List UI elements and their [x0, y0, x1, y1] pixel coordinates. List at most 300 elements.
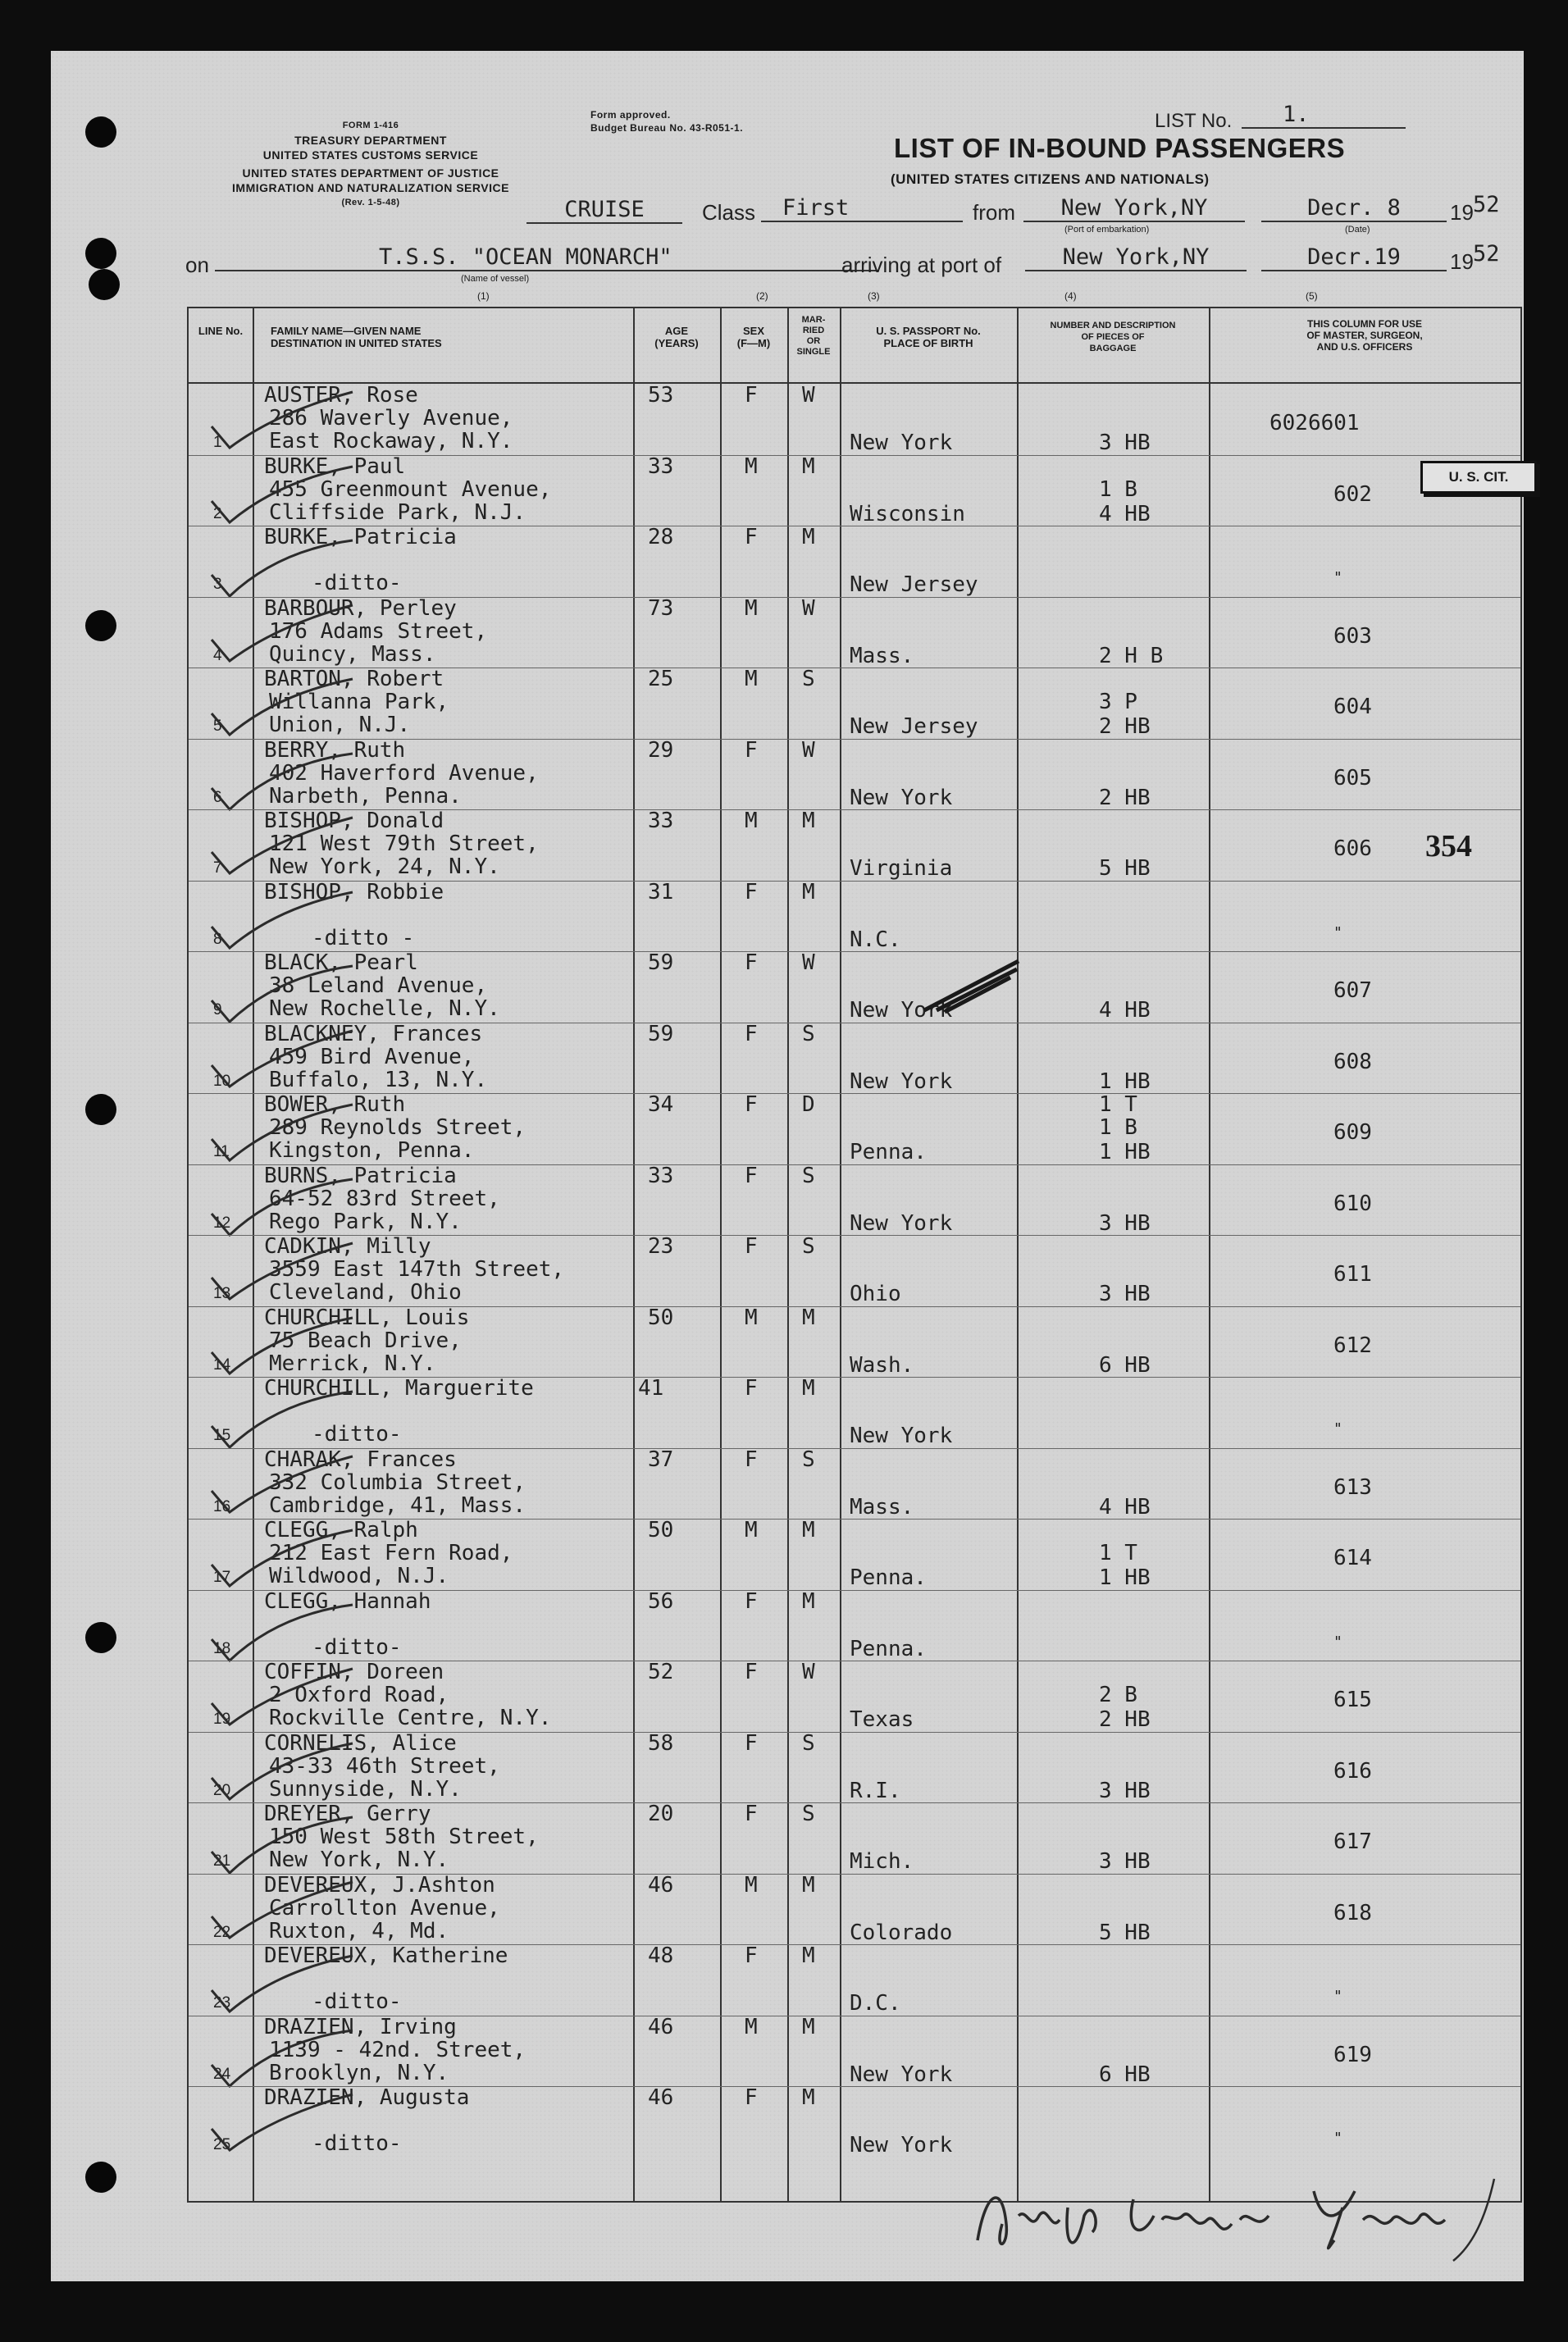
- line-number: 20: [213, 1781, 231, 1799]
- place-of-birth: New York: [850, 785, 953, 810]
- line-number: 3: [213, 576, 222, 593]
- revision-date: (Rev. 1-5-48): [341, 198, 400, 207]
- departure-date: Decr. 8: [1261, 195, 1447, 222]
- officer-number: ": [1333, 569, 1342, 586]
- address-line-2: Rockville Centre, N.Y.: [269, 1706, 552, 1730]
- marital-status: M: [802, 2014, 815, 2039]
- us-citizen-stamp: U. S. CIT.: [1420, 461, 1537, 494]
- passenger-name: BERRY, Ruth: [264, 737, 406, 763]
- place-of-birth: Penna.: [850, 1565, 927, 1590]
- line-number: 22: [213, 1923, 231, 1941]
- place-of-birth: Penna.: [850, 1636, 927, 1661]
- table-row: [189, 668, 1520, 739]
- address-line-2: Buffalo, 13, N.Y.: [269, 1067, 488, 1092]
- line-number: 23: [213, 1994, 231, 2012]
- arrival-port: New York,NY: [1025, 244, 1247, 271]
- officer-number: 603: [1333, 623, 1372, 649]
- officer-number: 615: [1333, 1688, 1372, 1712]
- line-number: 4: [213, 646, 222, 664]
- officer-number: 610: [1333, 1191, 1372, 1216]
- ins-service: IMMIGRATION AND NATURALIZATION SERVICE: [232, 181, 509, 194]
- passenger-name: BLACK, Pearl: [264, 950, 418, 975]
- officer-number: 613: [1333, 1474, 1372, 1500]
- officer-number: ": [1333, 1420, 1342, 1438]
- table-row: [189, 809, 1520, 881]
- baggage-line-2: 2 HB: [1099, 785, 1151, 810]
- table-row: [189, 1661, 1520, 1732]
- address-line-1: 150 West 58th Street,: [269, 1825, 539, 1849]
- form-approved: Form approved.: [590, 109, 671, 121]
- age-value: 34: [648, 1092, 674, 1117]
- baggage-line-2: 4 HB: [1099, 998, 1151, 1023]
- age-value: 58: [648, 1730, 674, 1756]
- vessel-note: (Name of vessel): [461, 274, 530, 284]
- line-number: 18: [213, 1639, 231, 1657]
- binder-hole: [85, 1094, 116, 1125]
- address-line-1: 176 Adams Street,: [269, 618, 488, 644]
- place-of-birth: Colorado: [850, 1920, 953, 1945]
- address-line-2: -ditto-: [312, 1989, 402, 2014]
- line-number: 10: [213, 1072, 231, 1090]
- age-value: 50: [648, 1305, 674, 1330]
- address-line-2: -ditto-: [312, 1634, 402, 1660]
- passenger-name: COFFIN, Doreen: [264, 1660, 444, 1684]
- age-value: 52: [648, 1660, 674, 1684]
- age-value: 31: [648, 879, 674, 904]
- place-of-birth: Wash.: [850, 1352, 914, 1378]
- arrival-date: Decr.19: [1261, 244, 1447, 271]
- line-number: 21: [213, 1852, 231, 1870]
- sex-value: F: [745, 950, 758, 975]
- passenger-name: DRAZIEN, Augusta: [264, 2085, 470, 2110]
- address-line-2: Union, N.J.: [269, 713, 411, 737]
- table-row: [189, 1519, 1520, 1590]
- table-row: [189, 881, 1520, 952]
- marital-status: M: [802, 2085, 815, 2110]
- sex-value: F: [745, 383, 758, 408]
- from-label: from: [973, 200, 1015, 225]
- year-prefix: 19: [1450, 200, 1474, 225]
- sex-value: M: [745, 809, 758, 833]
- address-line-2: Quincy, Mass.: [269, 641, 436, 667]
- manifest-sheet: [51, 51, 1524, 2281]
- place-of-birth: R.I.: [850, 1778, 901, 1803]
- passenger-name: CADKIN, Milly: [264, 1234, 431, 1259]
- address-line-2: Cleveland, Ohio: [269, 1280, 462, 1305]
- baggage-line-2: 5 HB: [1099, 856, 1151, 881]
- line-number: 19: [213, 1711, 231, 1728]
- table-row: [189, 2016, 1520, 2087]
- address-line-1: Carrollton Avenue,: [269, 1895, 500, 1921]
- age-value: 59: [648, 950, 674, 975]
- officer-number: 604: [1333, 695, 1372, 719]
- address-line-1: 289 Reynolds Street,: [269, 1115, 526, 1140]
- line-number: 16: [213, 1497, 231, 1515]
- address-line-1: 212 East Fern Road,: [269, 1541, 513, 1565]
- officer-number: 618: [1333, 1900, 1372, 1925]
- sex-value: M: [745, 1305, 758, 1330]
- officer-number: 605: [1333, 765, 1372, 791]
- line-number: 17: [213, 1569, 231, 1586]
- age-value: 46: [648, 1872, 674, 1898]
- place-of-birth: Mass.: [850, 643, 914, 668]
- passenger-name: BURNS, Patricia: [264, 1163, 457, 1188]
- sex-value: M: [745, 667, 758, 691]
- binder-hole: [85, 2162, 116, 2193]
- officer-number: 611: [1333, 1262, 1372, 1287]
- marital-status: W: [802, 950, 815, 975]
- passenger-name: CHARAK, Frances: [264, 1447, 457, 1472]
- address-line-1: 43-33 46th Street,: [269, 1753, 500, 1779]
- column-header-married: MAR- RIED OR SINGLE: [796, 315, 831, 357]
- address-line-2: Brooklyn, N.Y.: [269, 2060, 449, 2085]
- budget-bureau-no: Budget Bureau No. 43-R051-1.: [590, 122, 744, 134]
- baggage-line-2: 3 HB: [1099, 1282, 1151, 1306]
- line-number: 1: [213, 434, 222, 451]
- marital-status: W: [802, 1660, 815, 1684]
- address-line-1: 38 Leland Avenue,: [269, 973, 488, 998]
- address-line-2: Narbeth, Penna.: [269, 783, 462, 809]
- passenger-name: BOWER, Ruth: [264, 1092, 406, 1117]
- passenger-name: CLEGG, Ralph: [264, 1518, 418, 1542]
- marital-status: M: [802, 525, 815, 549]
- baggage-line-2: 2 HB: [1099, 1707, 1151, 1732]
- arrival-year: 52: [1473, 241, 1500, 267]
- passenger-table: [187, 307, 1522, 2203]
- place-of-birth: Penna.: [850, 1140, 927, 1164]
- address-line-2: -ditto-: [312, 571, 402, 595]
- passenger-name: DEVEREUX, J.Ashton: [264, 1872, 495, 1898]
- table-row: [189, 739, 1520, 810]
- marital-status: M: [802, 809, 815, 833]
- baggage-line-1: 1 T: [1099, 1541, 1137, 1565]
- age-value: 56: [648, 1588, 674, 1614]
- page-subtitle: (UNITED STATES CITIZENS AND NATIONALS): [891, 171, 1210, 187]
- sex-value: F: [745, 879, 758, 904]
- baggage-line-2: 4 HB: [1099, 501, 1151, 526]
- line-number: 11: [213, 1143, 230, 1160]
- sex-value: F: [745, 737, 758, 763]
- place-of-birth: Mass.: [850, 1494, 914, 1520]
- sex-value: M: [745, 2014, 758, 2039]
- age-value: 53: [648, 383, 674, 408]
- column-header-line-no: LINE No.: [198, 325, 244, 337]
- column-number-1: (1): [477, 290, 490, 302]
- column-number-4: (4): [1064, 290, 1077, 302]
- passenger-name: CHURCHILL, Marguerite: [264, 1376, 534, 1401]
- marital-status: M: [802, 1588, 815, 1614]
- baggage-line-2: 5 HB: [1099, 1920, 1151, 1945]
- marital-status: S: [802, 1802, 815, 1826]
- table-row: [189, 526, 1520, 597]
- age-value: 48: [648, 1943, 674, 1968]
- customs-service: UNITED STATES CUSTOMS SERVICE: [262, 148, 479, 162]
- table-row: [189, 1023, 1520, 1094]
- marital-status: M: [802, 1872, 815, 1898]
- binder-hole: [89, 269, 120, 300]
- sex-value: F: [745, 1447, 758, 1472]
- sex-value: F: [745, 1376, 758, 1401]
- baggage-line-2: 6 HB: [1099, 1352, 1151, 1378]
- address-line-2: Wildwood, N.J.: [269, 1564, 449, 1588]
- sex-value: F: [745, 1943, 758, 1968]
- sex-value: M: [745, 453, 758, 479]
- place-of-birth: New York: [850, 1210, 953, 1236]
- marital-status: M: [802, 1376, 815, 1401]
- address-line-1: 121 West 79th Street,: [269, 832, 539, 856]
- baggage-line-2: 3 HB: [1099, 1210, 1151, 1236]
- table-row: [189, 1590, 1520, 1661]
- line-number: 15: [213, 1427, 231, 1444]
- officer-number: 608: [1333, 1049, 1372, 1074]
- passenger-name: BLACKNEY, Frances: [264, 1021, 483, 1046]
- page-title: LIST OF IN-BOUND PASSENGERS: [894, 133, 1346, 163]
- address-line-1: 286 Waverly Avenue,: [269, 406, 513, 431]
- address-line-2: Cambridge, 41, Mass.: [269, 1492, 526, 1518]
- baggage-line-2: 2 HB: [1099, 714, 1151, 739]
- marital-status: S: [802, 1163, 815, 1188]
- baggage-line-1: 1 T 1 B: [1099, 1092, 1137, 1140]
- line-number: 2: [213, 504, 222, 522]
- baggage-line-1: 1 B: [1099, 476, 1137, 502]
- address-line-2: Rego Park, N.Y.: [269, 1209, 462, 1234]
- line-number: 6: [213, 788, 222, 806]
- table-row: [189, 1377, 1520, 1448]
- marital-status: M: [802, 1305, 815, 1330]
- place-of-birth: New Jersey: [850, 572, 978, 597]
- column-number-2: (2): [756, 290, 768, 302]
- officer-number: 606: [1333, 836, 1372, 861]
- address-line-1: 64-52 83rd Street,: [269, 1186, 500, 1211]
- line-number: 9: [213, 1001, 222, 1018]
- address-line-2: -ditto-: [312, 1422, 402, 1447]
- officer-number: 6026601: [1269, 411, 1360, 435]
- marital-status: S: [802, 1447, 815, 1472]
- binder-hole: [85, 1622, 116, 1653]
- place-of-birth: Wisconsin: [850, 501, 965, 526]
- baggage-line-2: 1 HB: [1099, 1565, 1151, 1590]
- departure-year: 52: [1473, 192, 1500, 217]
- officer-number: ": [1333, 1988, 1342, 2005]
- column-header-baggage: NUMBER AND DESCRIPTION OF PIECES OF BAGGAGE: [1050, 321, 1176, 353]
- address-line-1: 1139 - 42nd. Street,: [269, 2037, 526, 2062]
- budget-approval: [590, 108, 743, 134]
- list-no-label: LIST No.: [1155, 110, 1233, 132]
- place-of-birth: New York: [850, 1068, 953, 1094]
- port-embark-note: (Port of embarkation): [1064, 225, 1150, 235]
- column-number-5: (5): [1306, 290, 1318, 302]
- age-value: 73: [648, 595, 674, 621]
- sex-value: M: [745, 1518, 758, 1542]
- address-line-2: Cliffside Park, N.J.: [269, 499, 526, 525]
- officer-number: 612: [1333, 1333, 1372, 1358]
- marital-status: D: [802, 1092, 815, 1117]
- year-prefix: 19: [1450, 249, 1474, 274]
- column-header-age: AGE (YEARS): [654, 325, 699, 349]
- address-line-2: East Rockaway, N.Y.: [269, 429, 513, 453]
- age-value: 28: [648, 525, 674, 549]
- date-note: (Date): [1345, 225, 1370, 235]
- passenger-name: CLEGG, Hannah: [264, 1588, 431, 1614]
- officer-number: ": [1333, 1633, 1342, 1651]
- table-row: [189, 1306, 1520, 1378]
- place-of-birth: New York: [850, 1424, 953, 1448]
- address-line-1: 332 Columbia Street,: [269, 1469, 526, 1495]
- address-line-2: Ruxton, 4, Md.: [269, 1918, 449, 1943]
- binder-hole: [85, 610, 116, 641]
- baggage-line-2: 3 HB: [1099, 1778, 1151, 1803]
- age-value: 33: [648, 1163, 674, 1188]
- line-number: 14: [213, 1356, 231, 1374]
- place-of-birth: Virginia: [850, 856, 953, 881]
- binder-hole: [85, 116, 116, 148]
- table-row: [189, 1235, 1520, 1306]
- address-line-1: 3559 East 147th Street,: [269, 1257, 565, 1282]
- marital-status: M: [802, 453, 815, 479]
- arriving-label: arriving at port of: [841, 253, 1002, 277]
- officer-number: ": [1333, 2130, 1342, 2147]
- age-value: 46: [648, 2014, 674, 2039]
- passenger-name: CORNELIS, Alice: [264, 1730, 457, 1756]
- sex-value: F: [745, 1021, 758, 1046]
- passenger-name: BISHOP, Donald: [264, 809, 444, 833]
- baggage-line-2: 3 HB: [1099, 431, 1151, 455]
- age-value: 25: [648, 667, 674, 691]
- place-of-birth: Mich.: [850, 1849, 914, 1874]
- marital-status: M: [802, 1943, 815, 1968]
- baggage-line-1: 2 B: [1099, 1683, 1137, 1707]
- officer-number: 617: [1333, 1829, 1372, 1854]
- place-of-birth: New York: [850, 2133, 953, 2157]
- port-of-embarkation: New York,NY: [1023, 195, 1245, 222]
- address-line-1: 2 Oxford Road,: [269, 1683, 449, 1707]
- inspector-signature: [969, 2175, 1511, 2265]
- column-number-3: (3): [868, 290, 880, 302]
- table-row: [189, 455, 1520, 526]
- column-header-name: FAMILY NAME—GIVEN NAME DESTINATION IN UNITED STATES: [271, 325, 442, 349]
- on-label: on: [185, 253, 209, 277]
- place-of-birth: New Jersey: [850, 714, 978, 739]
- baggage-line-2: 4 HB: [1099, 1494, 1151, 1520]
- form-agency-block: [182, 118, 559, 210]
- address-line-2: -ditto-: [312, 2131, 402, 2156]
- sex-value: F: [745, 1802, 758, 1826]
- table-row: [189, 1802, 1520, 1874]
- class-value: First: [761, 195, 963, 222]
- sex-value: M: [745, 1872, 758, 1898]
- officer-number: ": [1333, 923, 1342, 941]
- place-of-birth: New York: [850, 998, 953, 1023]
- marital-status: W: [802, 383, 815, 408]
- line-number: 24: [213, 2065, 231, 2083]
- passenger-name: DREYER, Gerry: [264, 1802, 431, 1826]
- table-row: [189, 1448, 1520, 1520]
- table-row: [189, 1874, 1520, 1945]
- passenger-name: BISHOP, Robbie: [264, 879, 444, 904]
- sex-value: F: [745, 1234, 758, 1259]
- place-of-birth: Ohio: [850, 1282, 901, 1306]
- cruise-field: CRUISE: [526, 197, 682, 224]
- place-of-birth: New York: [850, 431, 953, 455]
- treasury-department: TREASURY DEPARTMENT: [294, 134, 447, 147]
- baggage-line-2: 3 HB: [1099, 1849, 1151, 1874]
- address-line-2: -ditto -: [312, 925, 415, 950]
- age-value: 33: [648, 809, 674, 833]
- table-row: [189, 597, 1520, 668]
- place-of-birth: Texas: [850, 1707, 914, 1732]
- passenger-name: BURKE, Paul: [264, 453, 406, 479]
- baggage-line-2: 6 HB: [1099, 2062, 1151, 2087]
- sex-value: F: [745, 525, 758, 549]
- column-header-officers: THIS COLUMN FOR USE OF MASTER, SURGEON, AND U.S. OFFICERS: [1306, 318, 1423, 353]
- officer-number: 619: [1333, 2042, 1372, 2067]
- sex-value: F: [745, 1588, 758, 1614]
- sex-value: F: [745, 1660, 758, 1684]
- table-row: [189, 1732, 1520, 1803]
- vessel-name: T.S.S. "OCEAN MONARCH": [215, 244, 879, 271]
- page-number: 354: [1425, 829, 1472, 863]
- table-row: [189, 1093, 1520, 1164]
- marital-status: W: [802, 595, 815, 621]
- age-value: 23: [648, 1234, 674, 1259]
- table-row: [189, 1164, 1520, 1236]
- passenger-name: AUSTER, Rose: [264, 383, 418, 408]
- address-line-1: 75 Beach Drive,: [269, 1328, 462, 1353]
- sex-value: M: [745, 595, 758, 621]
- age-value: 37: [648, 1447, 674, 1472]
- baggage-line-1: 3 P: [1099, 690, 1137, 714]
- line-number: 12: [213, 1214, 231, 1232]
- sex-value: F: [745, 1730, 758, 1756]
- sex-value: F: [745, 2085, 758, 2110]
- passenger-name: DEVEREUX, Katherine: [264, 1943, 508, 1968]
- sex-value: F: [745, 1092, 758, 1117]
- age-value: 29: [648, 737, 674, 763]
- officer-number: 609: [1333, 1120, 1372, 1145]
- line-number: 13: [213, 1285, 231, 1302]
- justice-department: UNITED STATES DEPARTMENT OF JUSTICE: [242, 166, 499, 180]
- marital-status: M: [802, 1518, 815, 1542]
- binder-hole: [85, 238, 116, 269]
- place-of-birth: N.C.: [850, 927, 901, 952]
- age-value: 20: [648, 1802, 674, 1826]
- address-line-1: 455 Greenmount Avenue,: [269, 476, 552, 502]
- place-of-birth: D.C.: [850, 1991, 901, 2016]
- place-of-birth: New York: [850, 2062, 953, 2087]
- age-value: 41: [638, 1376, 664, 1401]
- passenger-name: BARBOUR, Perley: [264, 595, 457, 621]
- address-line-2: Kingston, Penna.: [269, 1138, 475, 1163]
- marital-status: S: [802, 1730, 815, 1756]
- list-number: 1.: [1242, 102, 1406, 129]
- passenger-name: CHURCHILL, Louis: [264, 1305, 470, 1330]
- officer-number: 616: [1333, 1758, 1372, 1784]
- baggage-line-2: 1 HB: [1099, 1068, 1151, 1094]
- age-value: 46: [648, 2085, 674, 2110]
- line-number: 5: [213, 718, 222, 735]
- column-header-passport: U. S. PASSPORT No. PLACE OF BIRTH: [876, 325, 981, 349]
- officer-number: 614: [1333, 1546, 1372, 1570]
- address-line-1: 459 Bird Avenue,: [269, 1044, 475, 1069]
- line-number: 7: [213, 859, 222, 877]
- form-number: FORM 1-416: [342, 121, 399, 130]
- age-value: 50: [648, 1518, 674, 1542]
- passenger-name: BURKE, Patricia: [264, 525, 457, 549]
- marital-status: W: [802, 737, 815, 763]
- address-line-1: 402 Haverford Avenue,: [269, 760, 539, 786]
- passenger-name: DRAZIEN, Irving: [264, 2014, 457, 2039]
- table-row: [189, 2086, 1520, 2157]
